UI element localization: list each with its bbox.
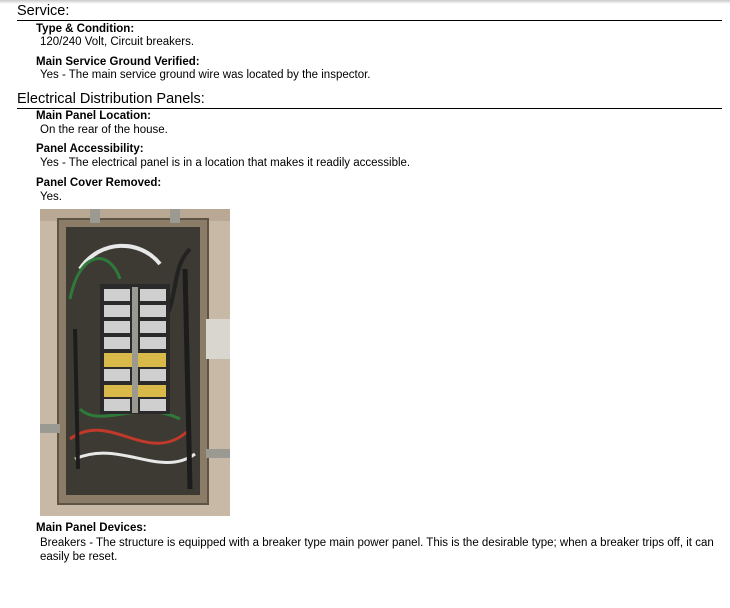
section-divider	[17, 108, 722, 109]
panel-devices-label: Main Panel Devices:	[36, 522, 147, 534]
section-title-service: Service:	[17, 3, 70, 19]
panel-cover-value: Yes.	[40, 191, 62, 203]
panel-cover-label: Panel Cover Removed:	[36, 177, 162, 189]
ground-verified-value: Yes - The main service ground wire was located by the inspector.	[40, 69, 371, 81]
panel-location-label: Main Panel Location:	[36, 110, 152, 122]
electrical-panel-photo	[40, 209, 230, 516]
section-divider	[17, 20, 722, 21]
panel-accessibility-value: Yes - The electrical panel is in a location that makes it readily accessible.	[40, 157, 411, 169]
section-title-panels: Electrical Distribution Panels:	[17, 91, 205, 107]
ground-verified-label: Main Service Ground Verified:	[36, 56, 200, 68]
panel-accessibility-label: Panel Accessibility:	[36, 143, 144, 155]
page-top-edge	[0, 0, 730, 4]
panel-devices-value: Breakers - The structure is equipped with a breaker type main power panel. This is the desirable type; when a breaker trips off, it can easily be reset.	[40, 537, 714, 563]
panel-location-value: On the rear of the house.	[40, 124, 168, 136]
type-condition-value: 120/240 Volt, Circuit breakers.	[40, 36, 195, 48]
type-condition-label: Type & Condition:	[36, 23, 135, 35]
